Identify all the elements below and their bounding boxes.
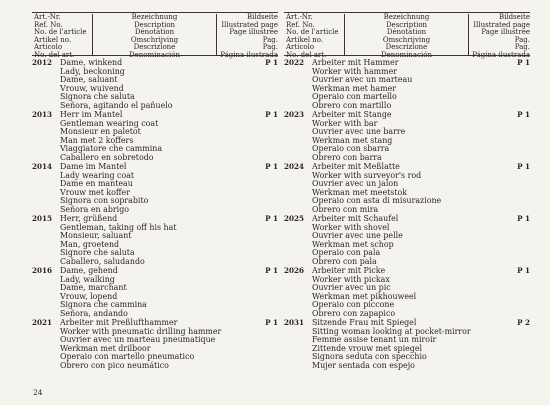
illustrated-page: P 1: [265, 58, 278, 67]
description-line: Operaio con piccone: [312, 300, 395, 310]
description-line: Vrouw met koffer: [60, 187, 130, 197]
description-line: Arbeiter mit Meßlatte: [312, 162, 400, 171]
article-number: 2016: [32, 266, 53, 275]
description-line: Werkman met schop: [312, 239, 394, 249]
illustrated-page: P 1: [265, 214, 278, 223]
description-line: Arbeiter mit Picke: [312, 266, 386, 275]
description-line: Monsieur en paletot: [60, 127, 141, 137]
description-line: Sitting woman looking at pocket-mirror: [312, 326, 471, 336]
description-line: Ouvrier avec un marteau: [312, 75, 413, 85]
description-line: Signore che saluta: [60, 248, 135, 258]
description: [312, 163, 506, 215]
article-number: 2015: [32, 214, 53, 223]
article-number: 2013: [32, 110, 53, 119]
description-line: Operaio con martello: [312, 92, 397, 102]
table-header: [32, 12, 278, 59]
header-description: Bezeichnung Description Dénotation Omschrijving Descrizione Denominación: [345, 14, 469, 55]
description: [60, 59, 254, 111]
description: [60, 111, 254, 163]
article-number: 2031: [284, 318, 305, 327]
description: [312, 215, 506, 267]
description-line: Lady, walking: [60, 274, 115, 284]
description-line: Arbeiter mit Hammer: [312, 58, 399, 67]
article-number: 2014: [32, 162, 53, 171]
description-line: Obrero con mira: [312, 204, 379, 214]
catalog-entry: [284, 267, 530, 319]
description-line: Obrero con martillo: [312, 100, 392, 110]
right-column: [284, 12, 530, 371]
entries-left: [32, 56, 278, 371]
description: [312, 319, 506, 371]
entries-right: [284, 56, 530, 371]
description: [60, 163, 254, 215]
description-line: Werkman met drilboor: [60, 343, 151, 353]
description-line: Ouvrier avec un marteau pneumatique: [60, 335, 216, 345]
description-line: Man met 2 koffers: [60, 135, 134, 145]
description-line: Werkman met pikhouweel: [312, 291, 417, 301]
description-line: Herr, grüßend: [60, 214, 118, 223]
article-number: 2021: [32, 318, 53, 327]
description-line: Worker with surveyor's rod: [312, 170, 422, 180]
description-line: Ouvrier avec une pelle: [312, 231, 403, 241]
description-line: Signora che saluta: [60, 92, 135, 102]
article-number: 2012: [32, 58, 53, 67]
illustrated-page: P 1: [265, 318, 278, 327]
description-line: Dame im Mantel: [60, 162, 127, 171]
description-line: Femme assise tenant un miroir: [312, 335, 437, 345]
description-line: Vrouw, lopend: [60, 291, 118, 301]
catalog-entry: [32, 215, 278, 267]
header-article-no: Art.-Nr. Ref. No. No. de l'article Artikel no. Articolo No. del art.: [284, 14, 345, 55]
header-article-no: Art.-Nr. Ref. No. No. de l'article Artikel no. Articolo No. del art.: [32, 14, 93, 55]
article-number: 2023: [284, 110, 305, 119]
description-line: Worker with hammer: [312, 66, 398, 76]
description-line: Dame, saluant: [60, 75, 118, 85]
header-page: Bildseite Illustrated page Page illustrée Pag. Pag. Página ilustrada: [472, 13, 530, 59]
description-line: Lady, beckoning: [60, 66, 125, 76]
description-line: Ouvrier avec un jalon: [312, 179, 399, 189]
description-line: Sitzende Frau mit Spiegel: [312, 318, 417, 327]
illustrated-page: P 1: [517, 58, 530, 67]
description-line: Signora seduta con specchio: [312, 352, 427, 362]
description-line: Gentleman wearing coat: [60, 118, 159, 128]
description-line: Señora en abrigo: [60, 204, 130, 214]
article-number: 2024: [284, 162, 305, 171]
description-line: Señora, andando: [60, 308, 128, 318]
description: [60, 215, 254, 267]
article-number: 2026: [284, 266, 305, 275]
description-line: Signora con soprabito: [60, 196, 149, 206]
catalog-entry: [32, 267, 278, 319]
illustrated-page: P 2: [517, 318, 530, 327]
article-number: 2022: [284, 58, 305, 67]
description-line: Gentleman, taking off his hat: [60, 222, 177, 232]
illustrated-page: P 1: [517, 266, 530, 275]
description-line: Viaggiatore che cammina: [60, 144, 163, 154]
table-header: [284, 12, 530, 59]
illustrated-page: P 1: [265, 110, 278, 119]
illustrated-page: P 1: [265, 266, 278, 275]
article-number: 2025: [284, 214, 305, 223]
description-line: Obrero con zapapico: [312, 308, 396, 318]
illustrated-page: P 1: [517, 214, 530, 223]
page-number: 24: [33, 388, 43, 397]
description-line: Werkman met meetstok: [312, 187, 408, 197]
description-line: Ouvrier avec une barre: [312, 127, 406, 137]
description: [312, 111, 506, 163]
catalog-entry: [284, 59, 530, 111]
description-line: Arbeiter mit Preßlufthammer: [60, 318, 178, 327]
catalog-entry: [284, 163, 530, 215]
description-line: Señora, agitando el pañuelo: [60, 100, 173, 110]
header-page: Bildseite Illustrated page Page illustrée Pag. Pag. Página ilustrada: [220, 13, 278, 59]
description-line: Werkman met hamer: [312, 83, 397, 93]
description-line: Obrero con barra: [312, 152, 382, 162]
description-line: Werkman met stang: [312, 135, 393, 145]
description: [312, 267, 506, 319]
description-line: Signora che cammina: [60, 300, 147, 310]
description-line: Mujer sentada con espejo: [312, 360, 415, 370]
description-line: Operaio con martello pneumatico: [60, 352, 195, 362]
description-line: Lady wearing coat: [60, 170, 135, 180]
illustrated-page: P 1: [265, 162, 278, 171]
description-line: Dame, gehend: [60, 266, 118, 275]
description-line: Caballero, saludando: [60, 256, 145, 266]
description-line: Arbeiter mit Schaufel: [312, 214, 399, 223]
catalog-entry: [32, 319, 278, 371]
description-line: Dame, marchant: [60, 283, 127, 293]
description-line: Operaio con asta di misurazione: [312, 196, 442, 206]
description-line: Monsieur, saluant: [60, 231, 132, 241]
description-line: Operaio con sbarra: [312, 144, 390, 154]
description-line: Caballero en sobretodo: [60, 152, 154, 162]
description: [60, 319, 254, 371]
description-line: Worker with shovel: [312, 222, 390, 232]
description-line: Man, groetend: [60, 239, 120, 249]
left-column: [32, 12, 278, 371]
catalog-entry: [284, 111, 530, 163]
description-line: Dame, winkend: [60, 58, 123, 67]
catalog-entry: [284, 215, 530, 267]
catalog-entry: [32, 163, 278, 215]
catalog-entry: [32, 59, 278, 111]
description-line: Arbeiter mit Stange: [312, 110, 392, 119]
description-line: Worker with pickax: [312, 274, 390, 284]
description: [60, 267, 254, 319]
catalog-entry: [284, 319, 530, 371]
description-line: Worker with pneumatic drilling hammer: [60, 326, 222, 336]
description-line: Dame en manteau: [60, 179, 133, 189]
description-line: Vrouw, wuivend: [60, 83, 124, 93]
description-line: Obrero con pala: [312, 256, 377, 266]
description-line: Ouvrier avec un pic: [312, 283, 391, 293]
description-line: Worker with bar: [312, 118, 378, 128]
header-description: Bezeichnung Description Dénotation Omschrijving Descrizione Denominación: [93, 14, 217, 55]
catalog-entry: [32, 111, 278, 163]
illustrated-page: P 1: [517, 110, 530, 119]
description-line: Zittende vrouw met spiegel: [312, 343, 423, 353]
description-line: Herr im Mantel: [60, 110, 123, 119]
description-line: Obrero con pico neumático: [60, 360, 169, 370]
description-line: Operaio con pala: [312, 248, 381, 258]
description: [312, 59, 506, 111]
illustrated-page: P 1: [517, 162, 530, 171]
